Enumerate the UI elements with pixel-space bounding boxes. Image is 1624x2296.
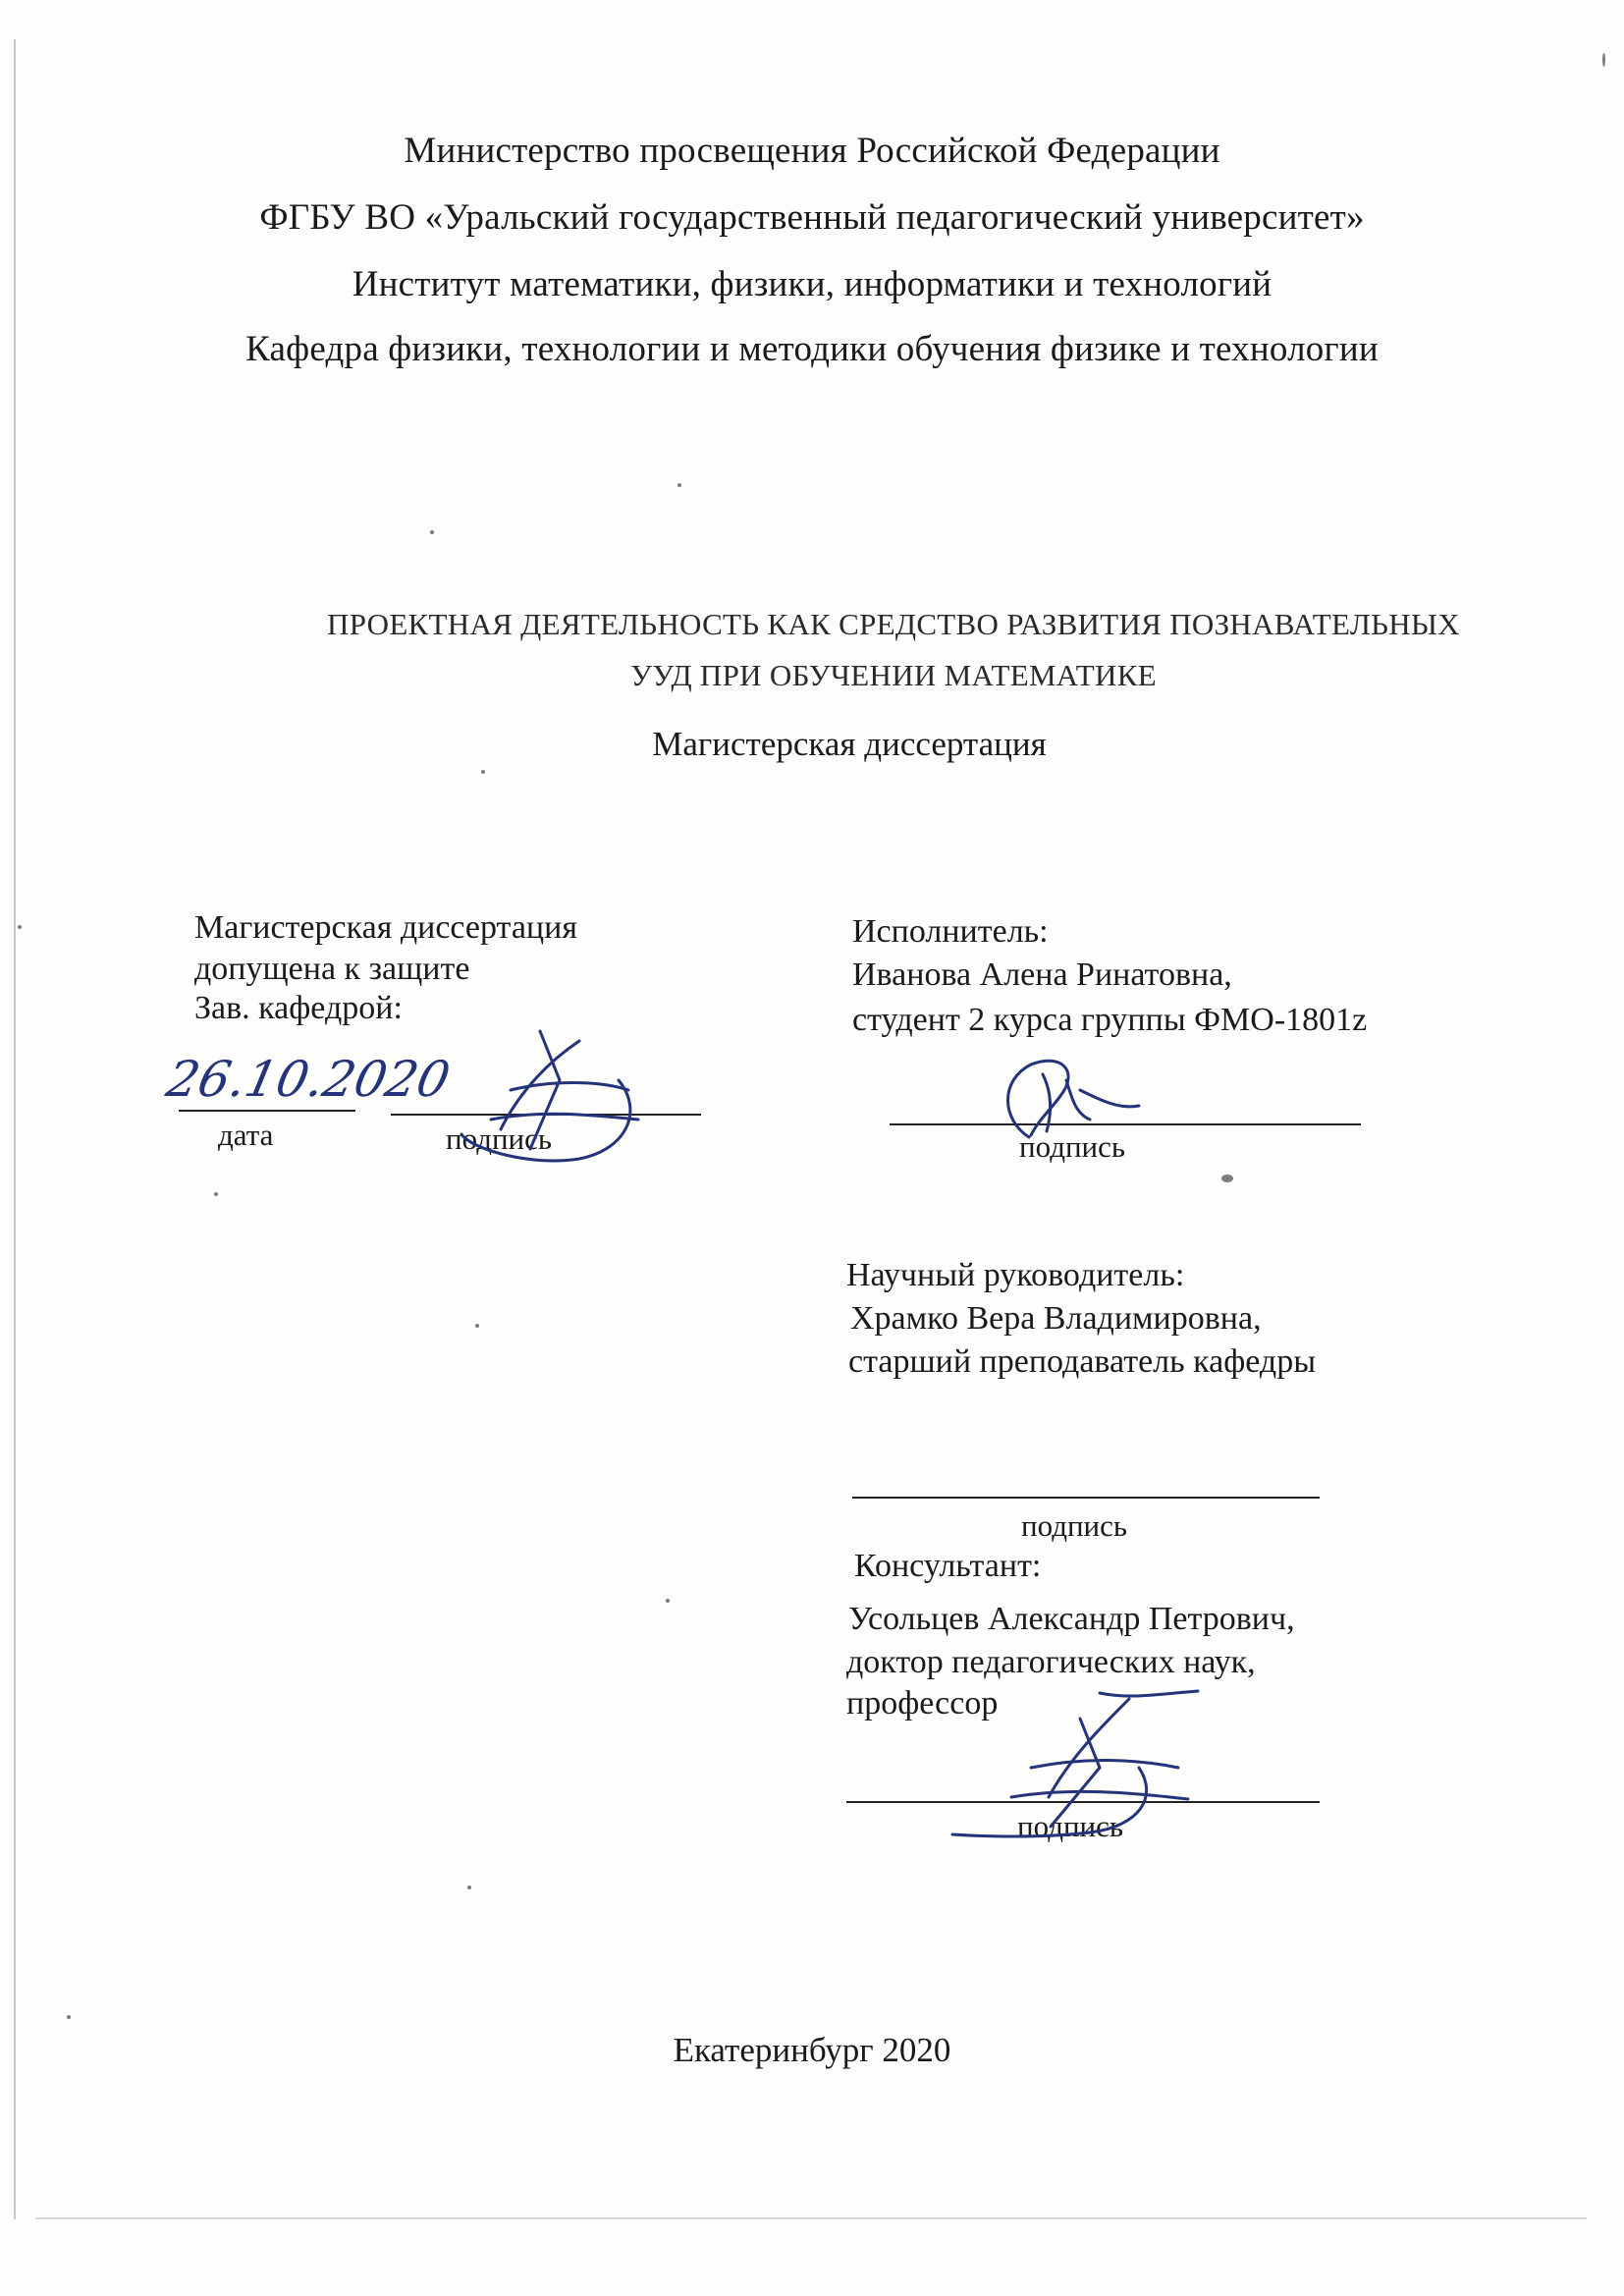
scan-speck — [67, 2015, 71, 2019]
date-line — [179, 1110, 355, 1112]
head-signature-line — [391, 1114, 701, 1116]
scan-speck — [475, 1324, 479, 1328]
admission-line-1: Магистерская диссертация — [194, 909, 577, 946]
svg-text:26.10.2020: 26.10.2020 — [161, 1050, 456, 1108]
consultant-degree: доктор педагогических наук, — [846, 1644, 1256, 1680]
consultant-title: профессор — [846, 1685, 999, 1722]
consultant-label: Консультант: — [854, 1548, 1042, 1584]
handwritten-date — [161, 1037, 456, 1116]
supervisor-label: Научный руководитель: — [846, 1257, 1185, 1293]
ministry-name: Министерство просвещения Российской Федерации — [404, 131, 1220, 171]
head-signature-caption: подпись — [446, 1121, 553, 1156]
scan-edge-bottom — [35, 2217, 1587, 2219]
scan-speck — [666, 1599, 670, 1603]
admission-line-3: Зав. кафедрой: — [194, 990, 403, 1026]
executor-name: Иванова Алена Ринатовна, — [852, 957, 1232, 993]
scan-speck — [1221, 1175, 1233, 1182]
executor-signature-caption: подпись — [1019, 1129, 1126, 1164]
scan-speck — [214, 1192, 218, 1196]
supervisor-signature-line — [852, 1497, 1320, 1499]
supervisor-signature-caption: подпись — [1021, 1508, 1128, 1543]
scan-speck — [430, 530, 434, 534]
city-year: Екатеринбург 2020 — [673, 2031, 951, 2069]
thesis-type: Магистерская диссертация — [652, 725, 1047, 763]
supervisor-name: Храмко Вера Владимировна, — [850, 1300, 1262, 1337]
consultant-signature-line — [846, 1801, 1320, 1803]
scan-speck — [1602, 53, 1605, 67]
consultant-signature-caption: подпись — [1017, 1809, 1124, 1843]
consultant-name: Усольцев Александр Петрович, — [848, 1601, 1295, 1637]
department-name: Кафедра физики, технологии и методики обучения физике и технологии — [245, 329, 1379, 369]
thesis-title-line-1: ПРОЕКТНАЯ ДЕЯТЕЛЬНОСТЬ КАК СРЕДСТВО РАЗВИТИЯ ПОЗНАВАТЕЛЬНЫХ — [327, 607, 1460, 641]
supervisor-position: старший преподаватель кафедры — [848, 1343, 1317, 1380]
thesis-title-line-2: УУД ПРИ ОБУЧЕНИИ МАТЕМАТИКЕ — [630, 658, 1157, 692]
scan-speck — [677, 483, 681, 487]
date-caption: дата — [218, 1118, 274, 1152]
scan-speck — [18, 925, 22, 929]
admission-line-2: допущена к защите — [194, 951, 470, 987]
scan-speck — [467, 1886, 471, 1889]
institute-name: Институт математики, физики, информатики и технологий — [352, 264, 1272, 304]
executor-label: Исполнитель: — [852, 913, 1049, 950]
university-name: ФГБУ ВО «Уральский государственный педагогический университет» — [259, 197, 1365, 238]
scan-speck — [481, 770, 485, 774]
executor-signature-line — [890, 1123, 1361, 1125]
executor-details: студент 2 курса группы ФМО-1801z — [852, 1002, 1368, 1038]
